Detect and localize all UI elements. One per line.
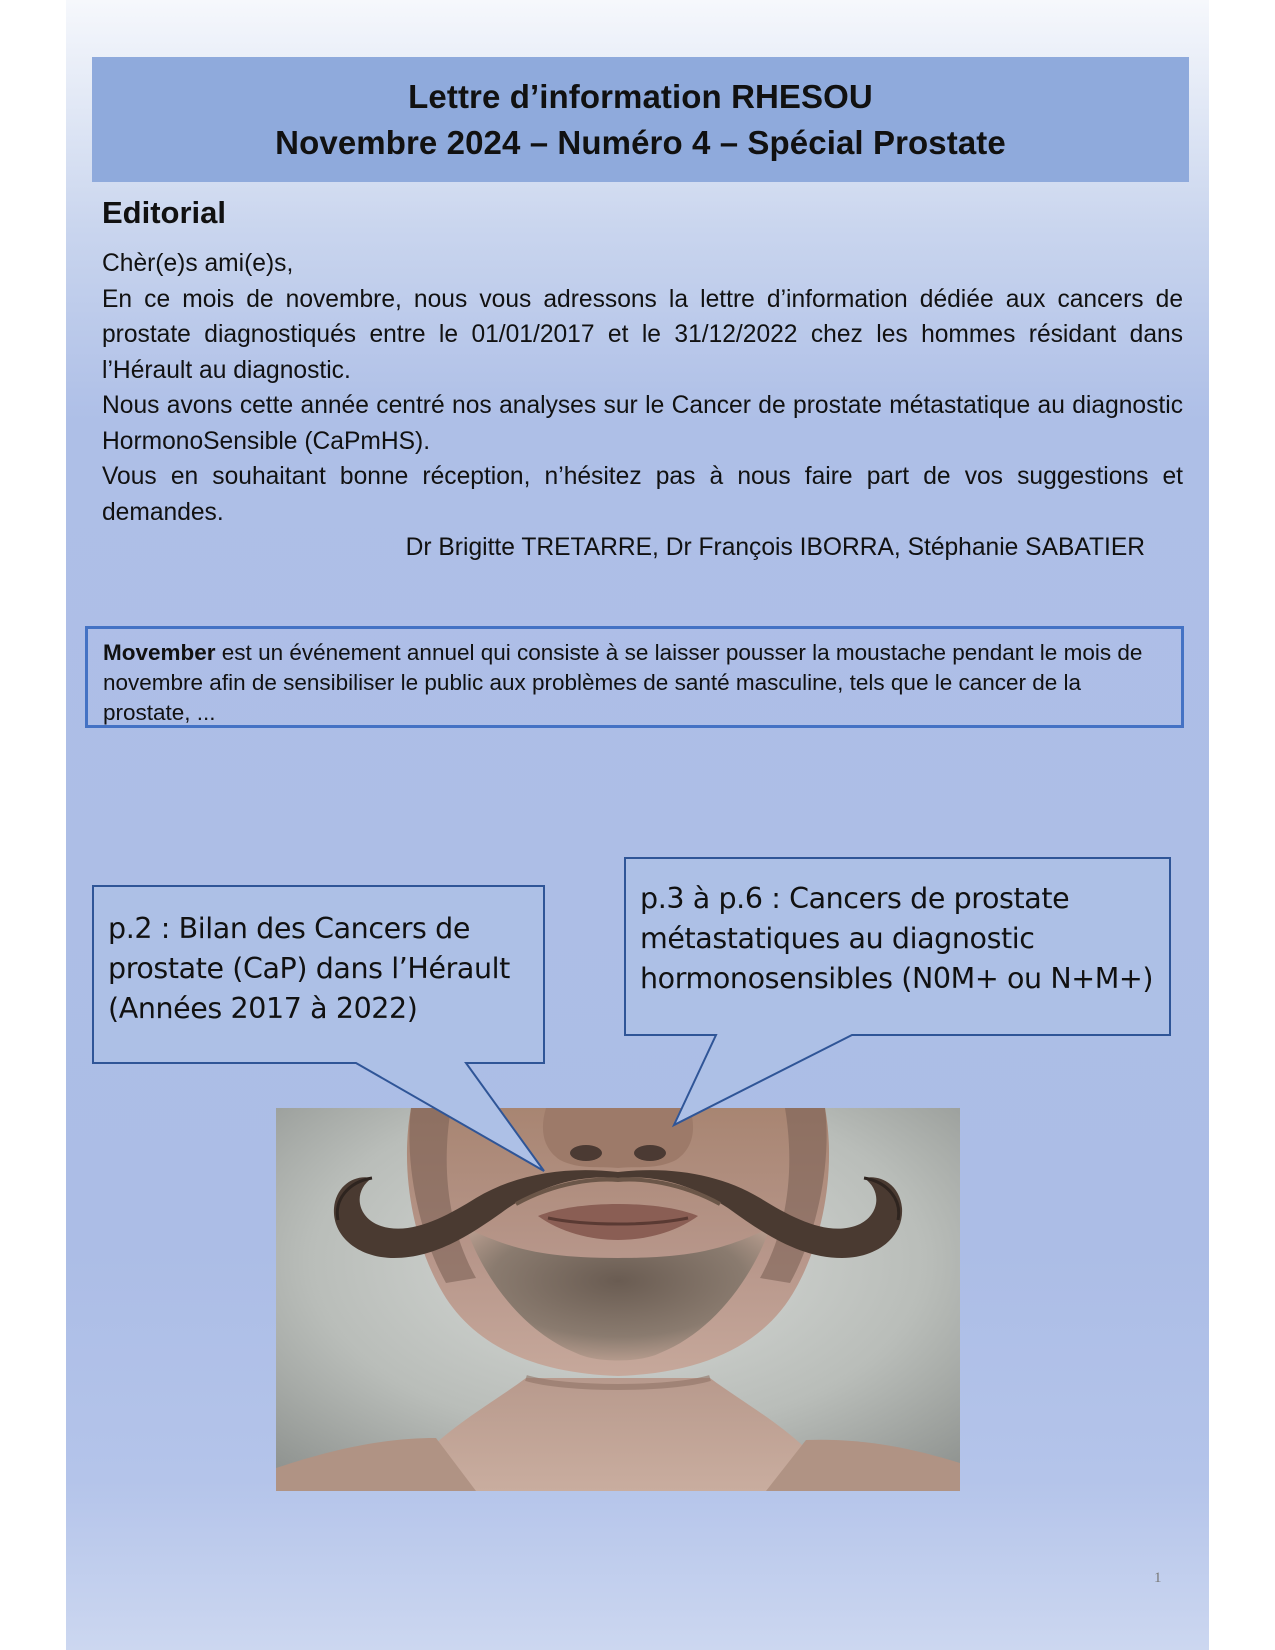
movember-term: Movember <box>103 640 216 665</box>
issue-subtitle: Novembre 2024 – Numéro 4 – Spécial Prostate <box>275 123 1006 161</box>
left-callout-line-2: prostate (CaP) dans l’Hérault <box>108 952 510 985</box>
right-callout-line-1: p.3 à p.6 : Cancers de prostate <box>640 882 1070 915</box>
editorial-paragraph-1: En ce mois de novembre, nous vous adressons la lettre d’information dédiée aux cancers de prostate diagnostiqués entre le 01/01/2017 et le 31/12/2022 chez les hommes résidant dans l’Hérault au diagnostic. <box>102 285 1183 384</box>
callouts-layer <box>66 0 1209 1650</box>
right-callout-line-2: métastatiques au diagnostic <box>640 922 1035 955</box>
editorial-paragraph-3: Vous en souhaitant bonne réception, n’hésitez pas à nous faire part de vos suggestions et demandes. <box>102 463 1183 526</box>
left-callout-text <box>108 909 510 1029</box>
right-callout-line-3: hormonosensibles (N0M+ ou N+M+) <box>640 962 1154 995</box>
newsletter-title: Lettre d’information RHESOU <box>408 77 873 115</box>
left-callout-line-1: p.2 : Bilan des Cancers de <box>108 912 470 945</box>
movember-text: est un événement annuel qui consiste à se laisser pousser la moustache pendant le mois de novembre afin de sensibiliser le public aux problèmes de santé masculine, tels que le cancer de la prostate, ... <box>103 640 1143 725</box>
editorial-signature: Dr Brigitte TRETARRE, Dr François IBORRA, Stéphanie SABATIER <box>405 534 1145 561</box>
editorial-heading: Editorial <box>102 195 227 230</box>
editorial-greeting: Chèr(e)s ami(e)s, <box>102 250 294 277</box>
left-callout-line-3: (Années 2017 à 2022) <box>108 992 418 1025</box>
newsletter-page <box>66 0 1209 1650</box>
page-number: 1 <box>1154 1570 1162 1586</box>
right-callout-text <box>640 879 1153 999</box>
editorial-paragraph-2: Nous avons cette année centré nos analyses sur le Cancer de prostate métastatique au diagnostic HormonoSensible (CaPmHS). <box>102 392 1183 455</box>
